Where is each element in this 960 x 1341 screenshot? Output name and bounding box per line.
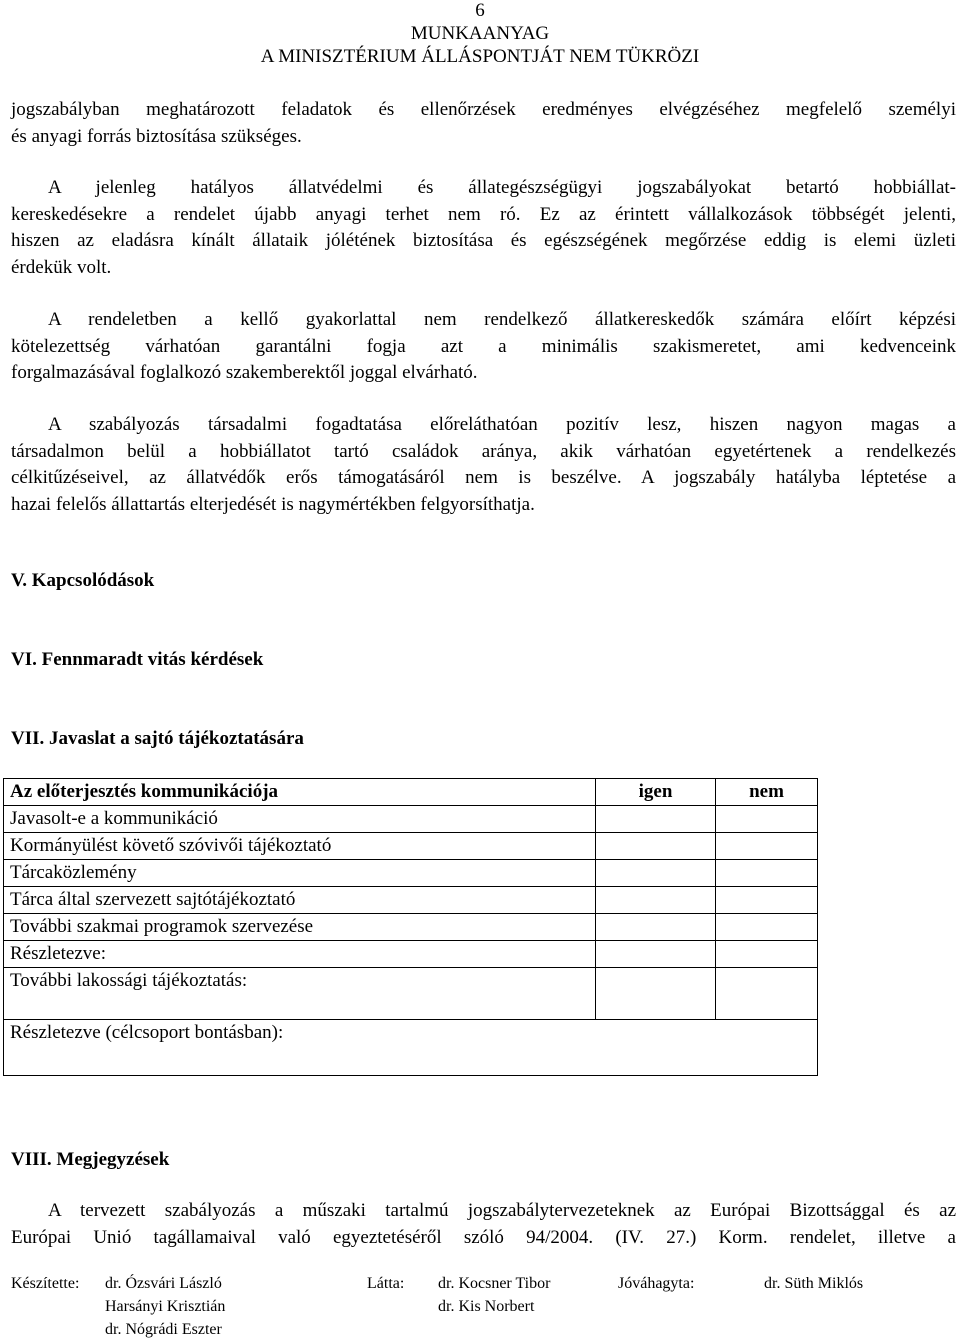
row-label: Kormányülést követő szóvivői tájékoztató bbox=[4, 833, 596, 860]
row-label: Részletezve: bbox=[4, 941, 596, 968]
disclaimer: A MINISZTÉRIUM ÁLLÁSPONTJÁT NEM TÜKRÖZI bbox=[260, 46, 700, 67]
yes-cell bbox=[596, 860, 716, 887]
text-line: A rendeletben a kellő gyakorlattal nem rendelkező állatkereskedők számára előírt képzési bbox=[48, 309, 956, 330]
approved-name: dr. Süth Miklós bbox=[764, 1275, 864, 1292]
no-cell bbox=[716, 860, 818, 887]
text-line: jogszabályban meghatározott feladatok és ellenőrzések eredményes elvégzéséhez megfelelő személyi bbox=[11, 99, 956, 120]
prepared-label: Készítette: bbox=[11, 1275, 80, 1292]
table-row bbox=[4, 860, 818, 887]
row-label: Tárca által szervezett sajtótájékoztató bbox=[4, 887, 596, 914]
row-label: További lakossági tájékoztatás: bbox=[4, 968, 596, 1020]
table-row bbox=[4, 1020, 818, 1076]
draft-label: MUNKAANYAG bbox=[410, 23, 550, 44]
no-cell bbox=[716, 887, 818, 914]
table-row bbox=[4, 914, 818, 941]
communication-table bbox=[3, 778, 818, 1076]
section-heading-8: VIII. Megjegyzések bbox=[11, 1149, 170, 1170]
text-line: társadalmon belül a hobbiállatot tartó családok aránya, akik várhatóan egyetértenek a rendelkezés bbox=[11, 440, 956, 462]
no-cell bbox=[716, 941, 818, 968]
yes-cell bbox=[596, 941, 716, 968]
no-cell bbox=[716, 806, 818, 833]
page-number: 6 bbox=[475, 0, 485, 21]
prepared-name: Harsányi Krisztián bbox=[105, 1298, 226, 1315]
prepared-name: dr. Nógrádi Eszter bbox=[105, 1321, 222, 1338]
row-label: Részletezve (célcsoport bontásban): bbox=[4, 1020, 818, 1076]
row-label: Tárcaközlemény bbox=[4, 860, 596, 887]
yes-cell bbox=[596, 887, 716, 914]
text-line: és anyagi forrás biztosítása szükséges. bbox=[11, 125, 302, 147]
table-row bbox=[4, 887, 818, 914]
text-line: A jelenleg hatályos állatvédelmi és állategészségügyi jogszabályokat betartó hobbiállat- bbox=[48, 177, 956, 198]
paragraph-remarks bbox=[11, 1198, 956, 1251]
no-cell bbox=[716, 833, 818, 860]
yes-cell bbox=[596, 968, 716, 1020]
column-header-yes: igen bbox=[596, 779, 716, 806]
paragraph-3 bbox=[11, 307, 956, 387]
text-line: A tervezett szabályozás a műszaki tartalmú jogszabálytervezeteknek az Európai Bizottsággal és az bbox=[48, 1200, 956, 1221]
row-label: Javasolt-e a kommunikáció bbox=[4, 806, 596, 833]
text-line: hazai felelős állattartás elterjedését is nagymértékben felgyorsíthatja. bbox=[11, 493, 535, 515]
paragraph-1 bbox=[11, 97, 956, 150]
table-header-cell: Az előterjesztés kommunikációja bbox=[4, 779, 596, 806]
section-heading-7: VII. Javaslat a sajtó tájékoztatására bbox=[11, 728, 304, 749]
text-line: kötelezettség várhatóan garantálni fogja azt a minimális szakismeretet, ami kedvenceink bbox=[11, 335, 956, 357]
yes-cell bbox=[596, 806, 716, 833]
no-cell bbox=[716, 968, 818, 1020]
section-heading-6: VI. Fennmaradt vitás kérdések bbox=[11, 649, 264, 670]
text-line: hiszen az eladásra kínált állataik jólétének biztosítása és egészségének megőrzése eddig is elemi üzleti bbox=[11, 230, 956, 251]
text-line: kereskedésekre a rendelet újabb anyagi terhet nem ró. Ez az érintett vállalkozások többségét jelenti, bbox=[11, 203, 956, 225]
column-header-no: nem bbox=[716, 779, 818, 806]
prepared-name: dr. Ózsvári László bbox=[105, 1275, 222, 1292]
table-row bbox=[4, 806, 818, 833]
paragraph-4 bbox=[11, 412, 956, 518]
table-row bbox=[4, 833, 818, 860]
section-heading-5: V. Kapcsolódások bbox=[11, 570, 155, 591]
seen-name: dr. Kocsner Tibor bbox=[438, 1275, 551, 1292]
table-row bbox=[4, 941, 818, 968]
row-label: További szakmai programok szervezése bbox=[4, 914, 596, 941]
paragraph-2 bbox=[11, 175, 956, 281]
table-header-row bbox=[4, 779, 818, 806]
seen-label: Látta: bbox=[367, 1275, 405, 1292]
text-line: forgalmazásával foglalkozó szakemberektől joggal elvárható. bbox=[11, 362, 478, 383]
seen-name: dr. Kis Norbert bbox=[438, 1298, 535, 1315]
no-cell bbox=[716, 914, 818, 941]
approved-label: Jóváhagyta: bbox=[618, 1275, 695, 1292]
text-line: érdekük volt. bbox=[11, 256, 112, 278]
yes-cell bbox=[596, 833, 716, 860]
text-line: célkitűzéseivel, az állatvédők erős támogatásáról nem is beszélve. A jogszabály hatályba léptetése a bbox=[11, 467, 956, 488]
yes-cell bbox=[596, 914, 716, 941]
text-line: Európai Unió tagállamaival való egyeztetéséről szóló 94/2004. (IV. 27.) Korm. rendelet, illetve a bbox=[11, 1226, 956, 1248]
table-row bbox=[4, 968, 818, 1020]
text-line: A szabályozás társadalmi fogadtatása előreláthatóan pozitív lesz, hiszen nagyon magas a bbox=[48, 414, 956, 435]
